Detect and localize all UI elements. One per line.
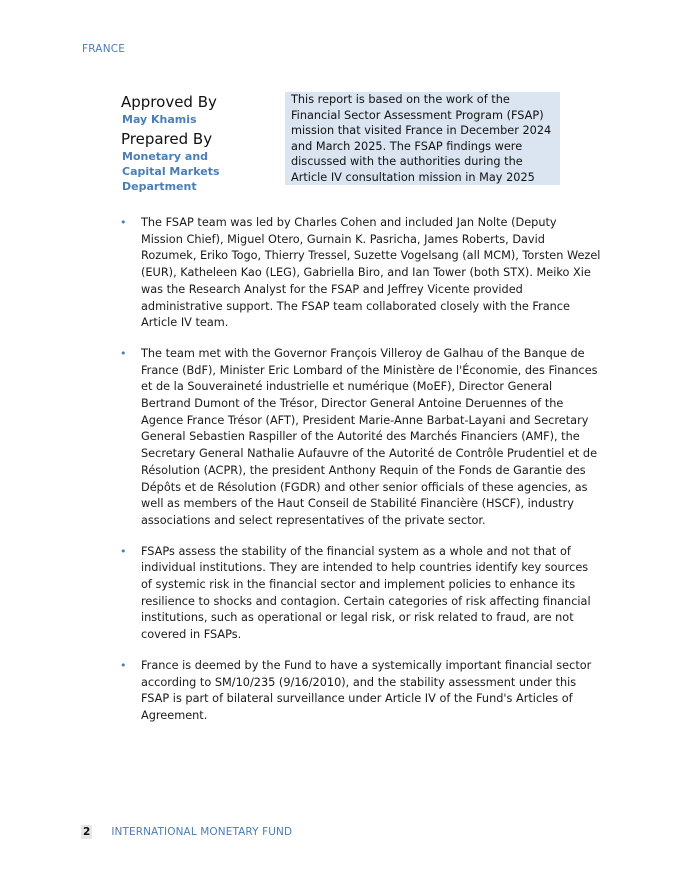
bullet-icon: • xyxy=(120,346,127,360)
list-item xyxy=(120,658,602,725)
list-item xyxy=(120,215,602,332)
prepared-by-label: Prepared By xyxy=(121,130,213,148)
preparer-name: Monetary and Capital Markets Department xyxy=(122,150,220,193)
list-item xyxy=(120,544,602,644)
bullet-icon: • xyxy=(120,544,127,558)
approval-block xyxy=(121,92,281,196)
bullet-icon: • xyxy=(120,658,127,672)
footer-organization: INTERNATIONAL MONETARY FUND xyxy=(111,826,293,838)
bullet-text: The FSAP team was led by Charles Cohen and included Jan Nolte (Deputy Mission Chief), Miguel Otero, Gurnain K. Pasricha, James Roberts, David Rozumek, Eriko Togo, Thierry Tressel, Suzette Vogelsang (all MCM), Torsten Wezel (EUR), Katheleen Kao (LEG), Gabriella Biro, and Ian Tower (both STX). Meiko Xie was the Research Analyst for the FSAP and Jeffrey Vicente provided administrative support. The FSAP team collaborated closely with the France Article IV team. xyxy=(141,216,601,330)
bullet-text: FSAPs assess the stability of the financial system as a whole and not that of individual institutions. They are intended to help countries identify key sources of systemic risk in the financial sector and implement policies to enhance its resilience to shocks and contagion. Certain categories of risk affecting financial institutions, such as operational or legal risk, or risk related to fraud, are not covered in FSAPs. xyxy=(141,544,591,642)
bullet-list xyxy=(120,215,602,739)
bullet-text: The team met with the Governor François Villeroy de Galhau of the Banque de France (BdF), Minister Eric Lombard of the Ministère de l'Économie, des Finances et de la Souveraineté industrielle et numérique (MoEF), Director General Bertrand Dumont of the Trésor, Director General Antoine Deruennes of the Agence France Trésor (AFT), President Marie-Anne Barbat-Layani and Secretary General Sebastien Raspiller of the Autorité des Marchés Financiers (AMF), the Secretary General Nathalie Aufauvre of the Autorité de Contrôle Prudentiel et de Résolution (ACPR), the president Anthony Requin of the Fonds de Garantie des Dépôts et de Résolution (FGDR) and other senior officials of these agencies, as well as members of the Haut Conseil de Stabilité Financière (HSCF), industry associations and select representatives of the private sector. xyxy=(141,346,598,527)
approved-by-label: Approved By xyxy=(121,93,217,111)
list-item xyxy=(120,346,602,530)
bullet-text: France is deemed by the Fund to have a systemically important financial sector according to SM/10/235 (9/16/2010), and the stability assessment under this FSAP is part of bilateral surveillance under Article IV of the Fund's Articles of Agreement. xyxy=(141,658,592,722)
page-footer xyxy=(81,825,292,839)
page-number: 2 xyxy=(83,826,91,838)
bullet-icon: • xyxy=(120,216,127,229)
running-head: FRANCE xyxy=(82,43,126,55)
summary-box: This report is based on the work of the Financial Sector Assessment Program (FSAP) mission that visited France in December 2024 and March 2025. The FSAP findings were discussed with the authorities during the Article IV consultation mission in May 2025 xyxy=(285,92,560,185)
approver-name: May Khamis xyxy=(122,113,197,126)
